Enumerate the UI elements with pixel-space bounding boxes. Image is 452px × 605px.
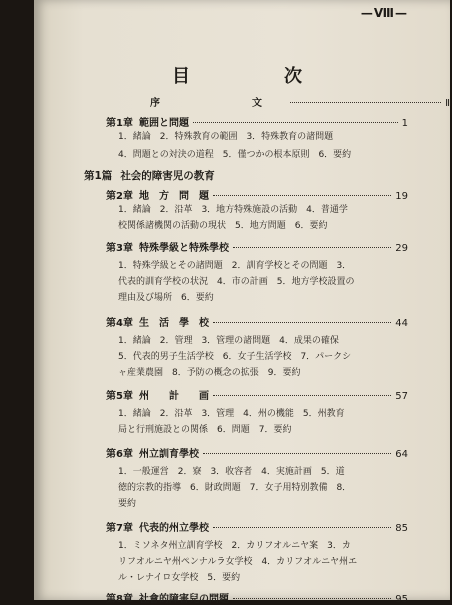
page-ref: 95: [395, 594, 408, 605]
chapter-title: 代表的州立學校: [138, 523, 209, 534]
toc-section-list: 徳的宗教的指導 6．財政問題 7．女子用特別教備 8．: [118, 483, 352, 493]
page-number: —Ⅷ—: [360, 6, 408, 20]
chapter-title: 範囲と問題: [138, 118, 189, 129]
book-page: [34, 0, 452, 605]
chapter-number: 第3章: [106, 243, 133, 254]
part-title: 社会的障害児の教育: [120, 170, 215, 182]
page-ref: 44: [395, 318, 408, 329]
toc-section-list: 1．緒論 2．特殊教育の範囲 3．特殊教育の諸問題: [118, 132, 334, 142]
page-title: 目 次: [172, 66, 340, 87]
toc-section-list: 局と行刑施設との関係 6．問題 7．要約: [118, 425, 292, 435]
toc-chapter-entry: [106, 239, 408, 253]
chapter-title: 州立訓育學校: [138, 449, 199, 460]
toc-chapter-entry: [106, 590, 408, 604]
toc-chapter-entry: [106, 387, 408, 401]
dot-leader: [213, 395, 391, 396]
page-ref: 57: [395, 391, 408, 402]
chapter-number: 第2章: [106, 191, 133, 202]
page-ref: Ⅲ: [445, 98, 452, 109]
chapter-number: 第8章: [106, 594, 133, 605]
dot-leader: [203, 453, 391, 454]
chapter-title: 特殊學級と特殊學校: [138, 243, 229, 254]
chapter-title: 序 文: [150, 98, 286, 109]
toc-section-list: 1．ミソネタ州立訓育学校 2．カリフオルニヤ案 3．カ: [118, 541, 351, 551]
chapter-number: 第4章: [106, 318, 133, 329]
toc-chapter-entry: [106, 314, 408, 328]
toc-section-list: ャ産業農園 8．予防の概念の拡張 9．要約: [118, 368, 301, 378]
dot-leader: [233, 247, 391, 248]
toc-section-list: 4．問題との対決の道程 5．僅つかの根本原則 6．要約: [118, 150, 352, 160]
page-ref: 64: [395, 449, 408, 460]
toc-chapter-entry: [106, 445, 408, 459]
toc-section-list: 校関係諸機関の活動の現状 5．地方問題 6．要約: [118, 221, 328, 231]
dot-leader: [233, 598, 391, 599]
toc-chapter-entry: [106, 114, 408, 128]
toc-section-list: 1．緒論 2．管理 3．管理の諸問題 4．成果の確保: [118, 336, 339, 346]
chapter-title: 州 計 画: [138, 391, 209, 402]
toc-section-list: 理由及び場所 6．要約: [118, 293, 214, 303]
page-ref: 85: [395, 523, 408, 534]
toc-section-list: ル・レナイロ女学校 5．要約: [118, 573, 241, 583]
toc-section-list: 1．一般運営 2．寮 3．收容者 4．実施計画 5．道: [118, 467, 345, 477]
toc-section-list: 1．緒論 2．沿革 3．地方特殊施設の活動 4．普通学: [118, 205, 348, 215]
dot-leader: [213, 195, 391, 196]
toc-chapter-entry: [106, 94, 452, 108]
page-ref: 19: [395, 191, 408, 202]
chapter-title: 生 活 學 校: [138, 318, 209, 329]
toc-section-list: 5．代表的男子生活学校 6．女子生活学校 7．パークシ: [118, 352, 352, 362]
toc-chapter-entry: [106, 519, 408, 533]
toc-section-list: リフオルニヤ州ペンナルラ女学校 4．カリフオルニヤ州エ: [118, 557, 358, 567]
dot-leader: [213, 527, 391, 528]
chapter-title: 社會的障害兒の問題: [138, 594, 229, 605]
chapter-number: 第1章: [106, 118, 133, 129]
toc-part-heading: [84, 168, 215, 183]
toc-section-list: 要約: [118, 499, 137, 509]
chapter-number: 第6章: [106, 449, 133, 460]
dot-leader: [213, 322, 391, 323]
toc-section-list: 代表的訓育学校の状況 4．市の計画 5．地方学校設置の: [118, 277, 355, 287]
chapter-number: 第5章: [106, 391, 133, 402]
toc-section-list: 1．緒論 2．沿革 3．管理 4．州の機能 5．州教育: [118, 409, 345, 419]
toc-section-list: 1．特殊学級とその諸問題 2．訓育学校とその問題 3．: [118, 261, 352, 271]
dot-leader: [290, 102, 441, 103]
chapter-number: 第7章: [106, 523, 133, 534]
dot-leader: [193, 122, 398, 123]
chapter-title: 地 方 問 題: [138, 191, 209, 202]
part-number: 第1篇: [84, 170, 113, 182]
page-ref: 29: [395, 243, 408, 254]
toc-chapter-entry: [106, 187, 408, 201]
page-ref: 1: [401, 118, 408, 129]
